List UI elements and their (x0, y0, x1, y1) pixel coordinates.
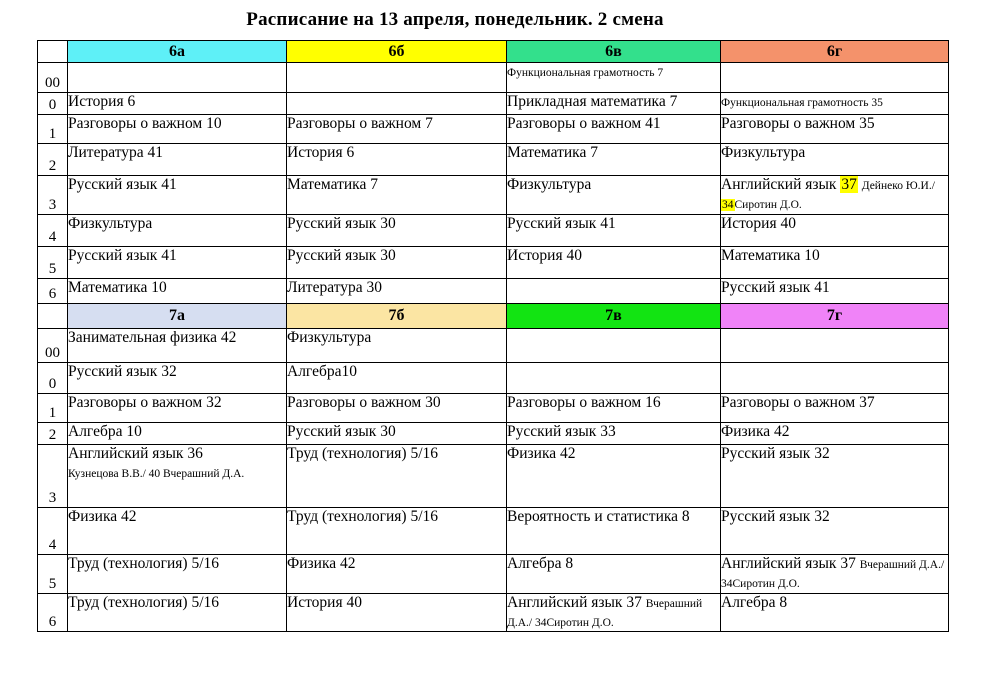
grade7-row-1 (38, 393, 949, 422)
cell-7г-4: Русский язык 32 (721, 507, 949, 554)
grade7-row-2 (38, 422, 949, 444)
cell-6г-0: Функциональная грамотность 35 (721, 93, 949, 115)
cell-6а-5: Русский язык 41 (68, 246, 287, 278)
period-cell-grade6-0: 0 (38, 93, 68, 115)
grade6-row-3 (38, 176, 949, 215)
cell-6а-1: Разговоры о важном 10 (68, 115, 287, 144)
cell-6г-00 (721, 63, 949, 93)
class-header-6б: 6б (287, 41, 507, 63)
cell-6а-4: Физкультура (68, 214, 287, 246)
cell-6а-2: Литература 41 (68, 144, 287, 176)
cell-7в-5: Алгебра 8 (507, 554, 721, 593)
period-cell-grade7-5: 5 (38, 554, 68, 593)
period-cell-grade6-2: 2 (38, 144, 68, 176)
grade7-row-6 (38, 593, 949, 632)
cell-7а-0: Русский язык 32 (68, 362, 287, 393)
cell-7г-2: Физика 42 (721, 422, 949, 444)
period-cell-grade7-00: 00 (38, 328, 68, 362)
cell-6в-6 (507, 278, 721, 303)
cell-7г-6: Алгебра 8 (721, 593, 949, 632)
class-header-7б: 7б (287, 303, 507, 328)
cell-6б-00 (287, 63, 507, 93)
class-header-7а: 7а (68, 303, 287, 328)
cell-7б-2: Русский язык 30 (287, 422, 507, 444)
grade6-header-row (38, 41, 949, 63)
cell-7б-1: Разговоры о важном 30 (287, 393, 507, 422)
grade7-row-3 (38, 444, 949, 507)
cell-6а-6: Математика 10 (68, 278, 287, 303)
grade6-row-1 (38, 115, 949, 144)
cell-6в-4: Русский язык 41 (507, 214, 721, 246)
period-cell-grade7-2: 2 (38, 422, 68, 444)
period-cell-grade7-4: 4 (38, 507, 68, 554)
period-cell-grade6-4: 4 (38, 214, 68, 246)
grade7-row-4 (38, 507, 949, 554)
grade7-row-5 (38, 554, 949, 593)
cell-6в-5: История 40 (507, 246, 721, 278)
cell-6г-2: Физкультура (721, 144, 949, 176)
cell-7б-0: Алгебра10 (287, 362, 507, 393)
cell-7г-1: Разговоры о важном 37 (721, 393, 949, 422)
period-cell-grade6-6: 6 (38, 278, 68, 303)
cell-7г-00 (721, 328, 949, 362)
cell-6б-2: История 6 (287, 144, 507, 176)
highlighted-room-number: 34 (722, 198, 734, 211)
class-header-6а: 6а (68, 41, 287, 63)
grade6-row-2 (38, 144, 949, 176)
class-header-7г: 7г (721, 303, 949, 328)
period-cell-grade7-0: 0 (38, 362, 68, 393)
cell-6г-1: Разговоры о важном 35 (721, 115, 949, 144)
cell-6б-6: Литература 30 (287, 278, 507, 303)
period-cell-grade7-3: 3 (38, 444, 68, 507)
cell-7б-6: История 40 (287, 593, 507, 632)
grade6-row-4 (38, 214, 949, 246)
period-cell-grade6-3: 3 (38, 176, 68, 215)
cell-7б-00: Физкультура (287, 328, 507, 362)
cell-6в-00: Функциональная грамотность 7 (507, 63, 721, 93)
cell-7б-4: Труд (технология) 5/16 (287, 507, 507, 554)
cell-6в-1: Разговоры о важном 41 (507, 115, 721, 144)
class-header-6г: 6г (721, 41, 949, 63)
cell-7в-4: Вероятность и статистика 8 (507, 507, 721, 554)
cell-7а-6: Труд (технология) 5/16 (68, 593, 287, 632)
cell-6г-4: История 40 (721, 214, 949, 246)
class-header-6в: 6в (507, 41, 721, 63)
period-cell-grade6-00: 00 (38, 63, 68, 93)
cell-7а-4: Физика 42 (68, 507, 287, 554)
grade6-row-00 (38, 63, 949, 93)
cell-7а-2: Алгебра 10 (68, 422, 287, 444)
cell-6б-5: Русский язык 30 (287, 246, 507, 278)
cell-6в-3: Физкультура (507, 176, 721, 215)
cell-7в-2: Русский язык 33 (507, 422, 721, 444)
period-cell-grade7-1: 1 (38, 393, 68, 422)
grade7-header-row (38, 303, 949, 328)
period-cell-grade6-1: 1 (38, 115, 68, 144)
grade6-row-5 (38, 246, 949, 278)
grade6-row-0 (38, 93, 949, 115)
class-header-7в: 7в (507, 303, 721, 328)
cell-7в-6: Английский язык 37 Вчерашний Д.А./ 34Сиротин Д.О. (507, 593, 721, 632)
cell-6а-00 (68, 63, 287, 93)
cell-6а-0: История 6 (68, 93, 287, 115)
cell-6в-2: Математика 7 (507, 144, 721, 176)
grade7-row-0 (38, 362, 949, 393)
schedule-table (37, 40, 949, 632)
period-cell-grade7-6: 6 (38, 593, 68, 632)
cell-6б-4: Русский язык 30 (287, 214, 507, 246)
cell-7б-5: Физика 42 (287, 554, 507, 593)
cell-7а-3: Английский язык 36 Кузнецова В.В./ 40 Вчерашний Д.А. (68, 444, 287, 507)
cell-7г-5: Английский язык 37 Вчерашний Д.А./ 34Сиротин Д.О. (721, 554, 949, 593)
cell-6г-3: Английский язык 37 Дейнеко Ю.И./ 34Сиротин Д.О. (721, 176, 949, 215)
grade7-row-00 (38, 328, 949, 362)
cell-6а-3: Русский язык 41 (68, 176, 287, 215)
grade7-corner-cell (38, 303, 68, 328)
cell-7в-0 (507, 362, 721, 393)
cell-7в-3: Физика 42 (507, 444, 721, 507)
highlighted-room-number: 37 (841, 176, 857, 193)
cell-7а-5: Труд (технология) 5/16 (68, 554, 287, 593)
cell-6в-0: Прикладная математика 7 (507, 93, 721, 115)
cell-7а-00: Занимательная физика 42 (68, 328, 287, 362)
cell-7г-3: Русский язык 32 (721, 444, 949, 507)
page-title: Расписание на 13 апреля, понедельник. 2 смена (246, 9, 664, 30)
cell-6б-3: Математика 7 (287, 176, 507, 215)
cell-6г-5: Математика 10 (721, 246, 949, 278)
cell-6б-0 (287, 93, 507, 115)
cell-7а-1: Разговоры о важном 32 (68, 393, 287, 422)
cell-6б-1: Разговоры о важном 7 (287, 115, 507, 144)
grade6-corner-cell (38, 41, 68, 63)
cell-6г-6: Русский язык 41 (721, 278, 949, 303)
cell-7в-1: Разговоры о важном 16 (507, 393, 721, 422)
grade6-row-6 (38, 278, 949, 303)
period-cell-grade6-5: 5 (38, 246, 68, 278)
cell-7б-3: Труд (технология) 5/16 (287, 444, 507, 507)
cell-7г-0 (721, 362, 949, 393)
cell-7в-00 (507, 328, 721, 362)
